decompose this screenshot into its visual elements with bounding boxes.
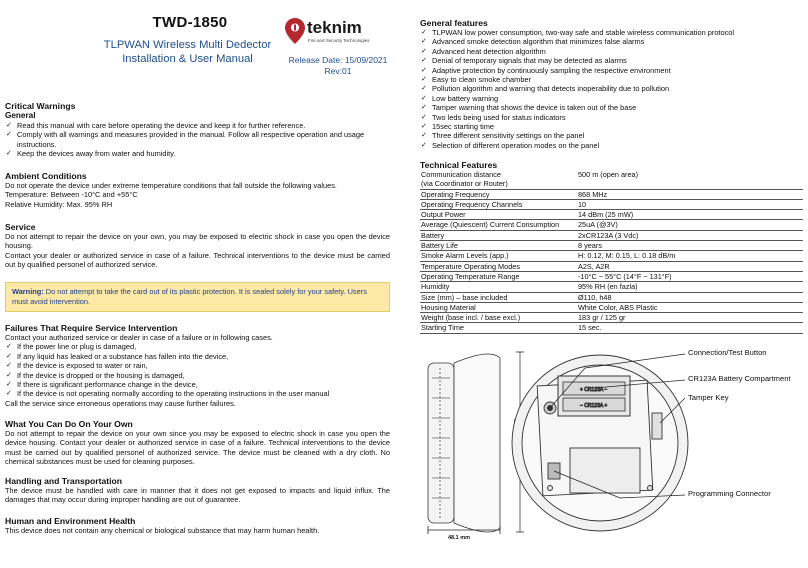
svg-text:− CR123A +: − CR123A + xyxy=(580,403,608,409)
table-row xyxy=(420,292,803,302)
critical-warnings-title: Critical Warnings xyxy=(5,101,76,111)
spec-key: Temperature Operating Modes xyxy=(420,261,577,271)
callout-battery-compartment: CR123A Battery Compartment xyxy=(688,374,791,383)
features-title: General features xyxy=(420,18,488,28)
general-list xyxy=(5,121,390,159)
list-item: ✓ Three different sensitivity settings on the panel xyxy=(420,131,803,140)
spec-value: 14 dBm (25 mW) xyxy=(577,210,803,220)
spec-value: 183 gr / 125 gr xyxy=(577,313,803,323)
critical-warnings-section xyxy=(5,101,390,159)
spec-value: -10°C ~ 55°C (14°F ~ 131°F) xyxy=(577,271,803,281)
spec-value: 10 xyxy=(577,199,803,209)
spec-value: 2xCR123A (3 Vdc) xyxy=(577,230,803,240)
diy-title: What You Can Do On Your Own xyxy=(5,419,133,429)
device-diagram xyxy=(420,338,805,543)
handling-title: Handling and Transportation xyxy=(5,476,122,486)
table-row xyxy=(420,189,803,199)
list-item: ✓ If there is significant performance change in the device, xyxy=(5,380,390,389)
diy-section xyxy=(5,419,390,467)
detector-illustration xyxy=(420,338,805,543)
spec-key: Housing Material xyxy=(420,302,577,312)
spec-value: Ø110, h48 xyxy=(577,292,803,302)
release-info xyxy=(288,55,388,77)
features-list xyxy=(420,28,803,150)
callout-connection-test-button: Connection/Test Button xyxy=(688,348,767,357)
handling-text: The device must be handled with care in manner that it does not get exposed to impacts and liquid influx. The damages that may occur during improper handling are out of guarantee. xyxy=(5,486,390,505)
spec-key: Communication distance (via Coordinator or Router) xyxy=(420,170,577,189)
model-title: TWD-1850 xyxy=(152,14,228,31)
warning-text: Do not attempt to take the card out of its plastic protection. It is sealed solely for your safety. Users must avoid intervention. xyxy=(12,287,367,306)
front-view xyxy=(512,355,688,531)
table-row xyxy=(420,323,803,333)
list-item: ✓ Low battery warning xyxy=(420,94,803,103)
service-section xyxy=(5,222,390,270)
list-item: ✓ If the device is exposed to water or rain, xyxy=(5,361,390,370)
list-item: ✓ Read this manual with care before operating the device and keep it for further reference. xyxy=(5,121,390,130)
callout-programming-connector: Programming Connector xyxy=(688,489,771,498)
table-row xyxy=(420,220,803,230)
technical-title: Technical Features xyxy=(420,160,498,170)
spec-key: Output Power xyxy=(420,210,577,220)
side-view xyxy=(428,354,500,534)
health-section xyxy=(5,516,390,535)
spec-key: Average (Quiescent) Current Consumption xyxy=(420,220,577,230)
ambient-temperature: Temperature: Between -10°C and +55°C xyxy=(5,190,138,200)
spec-key: Size (mm) – base included xyxy=(420,292,577,302)
release-date: Release Date: 15/09/2021 xyxy=(288,55,388,65)
list-item: ✓ If any liquid has leaked or a substance has fallen into the device, xyxy=(5,352,390,361)
list-item: ✓ If the device is not operating normally according to the operating instructions in the user manual xyxy=(5,389,390,398)
general-features-section xyxy=(420,18,803,150)
spec-value: 25uA (@3V) xyxy=(577,220,803,230)
table-row xyxy=(420,313,803,323)
spec-key: Battery xyxy=(420,230,577,240)
warning-box xyxy=(5,282,390,312)
dim-width-label: 48.1 mm xyxy=(448,535,471,541)
list-item: ✓ TLPWAN low power consumption, two-way safe and stable wireless communication protocol xyxy=(420,28,803,37)
health-text: This device does not contain any chemical or biological substance that may harm human health. xyxy=(5,526,320,535)
subtitle-line-1: TLPWAN Wireless Multi Dedector xyxy=(103,39,272,51)
list-item: ✓ 15sec starting time xyxy=(420,122,803,131)
table-row xyxy=(420,251,803,261)
spec-value: 95% RH (en fazla) xyxy=(577,282,803,292)
spec-value: H: 0.12, M: 0.15, L: 0.18 dB/m xyxy=(577,251,803,261)
spec-key: Weight (base incl. / base excl.) xyxy=(420,313,577,323)
logo-tagline: Fire and Security Technologies xyxy=(308,38,370,43)
spec-value: A2S, A2R xyxy=(577,261,803,271)
spec-key: Battery Life xyxy=(420,241,577,251)
list-item: ✓ Easy to clean smoke chamber xyxy=(420,75,803,84)
list-item: ✓ Tamper warning that shows the device is taken out of the base xyxy=(420,103,803,112)
failures-section xyxy=(5,323,390,408)
spec-key: Operating Temperature Range xyxy=(420,271,577,281)
table-row xyxy=(420,271,803,281)
table-row xyxy=(420,241,803,251)
table-row xyxy=(420,302,803,312)
ambient-title: Ambient Conditions xyxy=(5,171,87,181)
ambient-humidity: Relative Humidity: Max. 95% RH xyxy=(5,199,113,209)
spec-value: 500 m (open area) xyxy=(577,170,803,189)
spec-value: 15 sec. xyxy=(577,323,803,333)
diy-text: Do not attempt to repair the device on your own since you may be exposed to electric shock in case you open the device housing. Contact your dealer or authorized service in case of a failure. Technical interventions to the device must be carried out by qualified personel of authorized service. The device must be cleaned with a dry cloth. No chemical substances must be used for cleaning purposes. xyxy=(5,429,390,467)
logo-wordmark: teknim xyxy=(307,18,362,37)
list-item: ✓ Advanced heat detection algorithm xyxy=(420,47,803,56)
list-item: ✓ If the power line or plug is damaged, xyxy=(5,342,390,351)
technical-table xyxy=(420,170,803,334)
callout-tamper-key: Tamper Key xyxy=(688,393,729,402)
spec-key: Operating Frequency xyxy=(420,189,577,199)
list-item: ✓ Keep the devices away from water and humidity. xyxy=(5,149,390,158)
health-title: Human and Environment Health xyxy=(5,516,136,526)
spec-value: 8 years xyxy=(577,241,803,251)
list-item: ✓ Two leds being used for status indicators xyxy=(420,113,803,122)
table-row xyxy=(420,210,803,220)
warning-label: Warning: xyxy=(12,287,44,296)
table-row xyxy=(420,170,803,189)
service-text-1: Do not attempt to repair the device on your own, you may be exposed to electric shock in case you open the device housing. xyxy=(5,232,390,251)
teknim-logo xyxy=(285,18,395,46)
table-row xyxy=(420,282,803,292)
subtitle-line-2: Installation & User Manual xyxy=(122,53,253,65)
spec-key: Smoke Alarm Levels (app.) xyxy=(420,251,577,261)
failures-list xyxy=(5,342,390,398)
list-item: ✓ Adaptive protection by continuously sampling the respective environment xyxy=(420,66,803,75)
spec-value: White Color, ABS Plastic xyxy=(577,302,803,312)
failures-outro: Call the service since erroneous operations may cause further failures. xyxy=(5,398,236,408)
list-item: ✓ Selection of different operation modes on the panel xyxy=(420,141,803,150)
svg-text:+ CR123A −: + CR123A − xyxy=(580,387,608,393)
list-item: ✓ If the device is dropped or the housing is damaged, xyxy=(5,371,390,380)
service-title: Service xyxy=(5,222,36,232)
spec-value: 868 MHz xyxy=(577,189,803,199)
failures-title: Failures That Require Service Intervention xyxy=(5,323,178,333)
spec-key: Humidity xyxy=(420,282,577,292)
table-row xyxy=(420,199,803,209)
table-row xyxy=(420,261,803,271)
list-item: ✓ Comply with all warnings and measures provided in the manual. Follow all respective operation and usage instructions. xyxy=(5,130,390,149)
technical-features-section xyxy=(420,160,803,334)
service-text-2: Contact your dealer or authorized service in case of a failure. Technical interventions to the device must be carried out by qualified personel of authorized service. xyxy=(5,250,390,270)
list-item: ✓ Advanced smoke detection algorithm that minimizes false alarms xyxy=(420,37,803,46)
location-pin-icon xyxy=(285,18,305,44)
revision: Rev:01 xyxy=(324,66,352,76)
handling-section xyxy=(5,476,390,505)
spec-key: Starting Time xyxy=(420,323,577,333)
spec-key: Operating Frequency Channels xyxy=(420,199,577,209)
failures-intro: Contact your authorized service or dealer in case of a failure or in following cases. xyxy=(5,333,273,342)
list-item: ✓ Pollution algorithm and warning that detects inoperability due to pollution xyxy=(420,84,803,93)
ambient-text: Do not operate the device under extreme temperature conditions that fall outside the following values. xyxy=(5,181,337,190)
table-row xyxy=(420,230,803,240)
ambient-conditions-section xyxy=(5,171,390,209)
list-item: ✓ Denial of temporary signals that may be detected as alarms xyxy=(420,56,803,65)
general-subtitle: General xyxy=(5,111,36,120)
